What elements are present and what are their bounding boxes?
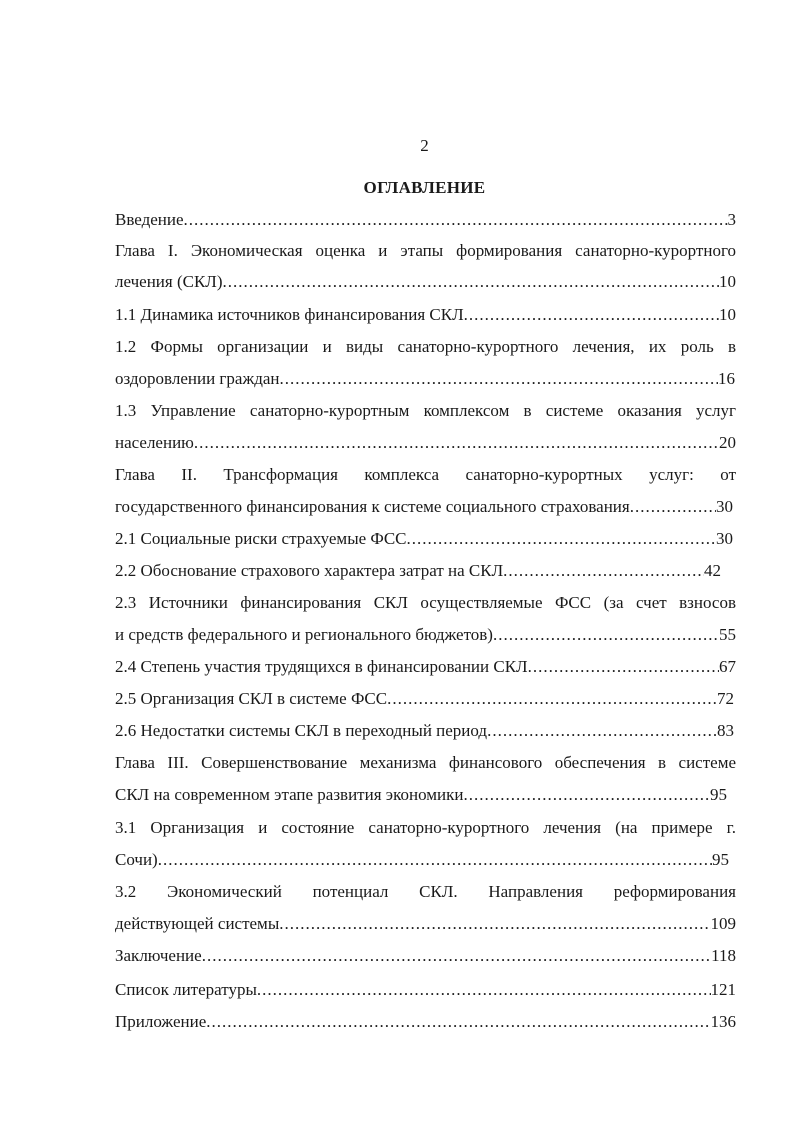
toc-entry-1-1[interactable]: 1.1 Динамика источников финансирования СКЛ ..... 10 — [115, 305, 736, 325]
toc-entry-3-2-line-2[interactable]: действующей системы ..... 109 — [115, 914, 736, 934]
toc-page-number: 3 — [727, 210, 736, 229]
toc-entry-chapter-1-line-2[interactable]: лечения (СКЛ) ..... 10 — [115, 272, 736, 292]
toc-page-number: 10 — [719, 272, 736, 291]
toc-entry-3-1-line-2[interactable]: Сочи) ..... 95 — [115, 850, 729, 870]
toc-entry-1-2-line-2[interactable]: оздоровлении граждан ..... 16 — [115, 369, 735, 389]
page-number: 2 — [420, 136, 429, 155]
toc-entry-bibliography[interactable]: Список литературы ..... 121 — [115, 980, 736, 1000]
toc-entry-chapter-3-line-1[interactable]: Глава III. Совершенствование механизма финансового обеспечения в системе — [115, 753, 736, 772]
toc-page-number: 10 — [719, 305, 736, 324]
toc-entry-2-3-line-2[interactable]: и средств федерального и регионального бюджетов) ..... 55 — [115, 625, 736, 645]
toc-page-number: 20 — [719, 433, 736, 452]
toc-entry-1-3-line-2[interactable]: населению ..... 20 — [115, 433, 736, 453]
toc-entry-2-6[interactable]: 2.6 Недостатки системы СКЛ в переходный период ..... 83 — [115, 721, 734, 741]
toc-page-number: 16 — [718, 369, 735, 388]
toc-entry-2-1[interactable]: 2.1 Социальные риски страхуемые ФСС ..... 30 — [115, 529, 733, 549]
toc-page-number: 30 — [716, 497, 733, 516]
toc-entry-chapter-3-line-2[interactable]: СКЛ на современном этапе развития экономики ..... 95 — [115, 785, 727, 805]
toc-page-number: 67 — [719, 657, 736, 676]
toc-entry-1-3-line-1[interactable]: 1.3 Управление санаторно-курортным комплексом в системе оказания услуг — [115, 401, 736, 420]
toc-page-number: 42 — [704, 561, 721, 580]
toc-entry-conclusion[interactable]: Заключение ..... 118 — [115, 946, 736, 966]
toc-page-number: 95 — [710, 785, 727, 804]
toc-entry-3-2-line-1[interactable]: 3.2 Экономический потенциал СКЛ. Направления реформирования — [115, 882, 736, 901]
toc-page-number: 55 — [719, 625, 736, 644]
page-title: ОГЛАВЛЕНИЕ — [363, 178, 486, 197]
toc-page-number: 72 — [717, 689, 734, 708]
toc-entry-1-2-line-1[interactable]: 1.2 Формы организации и виды санаторно-курортного лечения, их роль в — [115, 337, 736, 356]
toc-entry-chapter-2-line-2[interactable]: государственного финансирования к системе социального страхования ..... 30 — [115, 497, 733, 517]
toc-entry-2-3-line-1[interactable]: 2.3 Источники финансирования СКЛ осуществляемые ФСС (за счет взносов — [115, 593, 736, 612]
toc-entry-2-5[interactable]: 2.5 Организация СКЛ в системе ФСС ..... 72 — [115, 689, 734, 709]
toc-entry-3-1-line-1[interactable]: 3.1 Организация и состояние санаторно-курортного лечения (на примере г. — [115, 818, 736, 837]
toc-page-number: 83 — [717, 721, 734, 740]
toc-entry-2-4[interactable]: 2.4 Степень участия трудящихся в финансировании СКЛ ..... 67 — [115, 657, 736, 677]
toc-entry-chapter-2-line-1[interactable]: Глава II. Трансформация комплекса санаторно-курортных услуг: от — [115, 465, 736, 484]
toc-page-number: 118 — [711, 946, 736, 965]
toc-page-number: 109 — [710, 914, 736, 933]
toc-entry-appendix[interactable]: Приложение ..... 136 — [115, 1012, 736, 1032]
toc-entry-chapter-1-line-1[interactable]: Глава I. Экономическая оценка и этапы формирования санаторно-курортного — [115, 241, 736, 260]
toc-page-number: 95 — [712, 850, 729, 869]
toc-page-number: 30 — [716, 529, 733, 548]
toc-entry-2-2[interactable]: 2.2 Обоснование страхового характера затрат на СКЛ ..... 42 — [115, 561, 721, 581]
toc-page-number: 121 — [710, 980, 736, 999]
toc-entry-introduction[interactable]: Введение ..... 3 — [115, 210, 736, 230]
toc-page-number: 136 — [710, 1012, 736, 1031]
